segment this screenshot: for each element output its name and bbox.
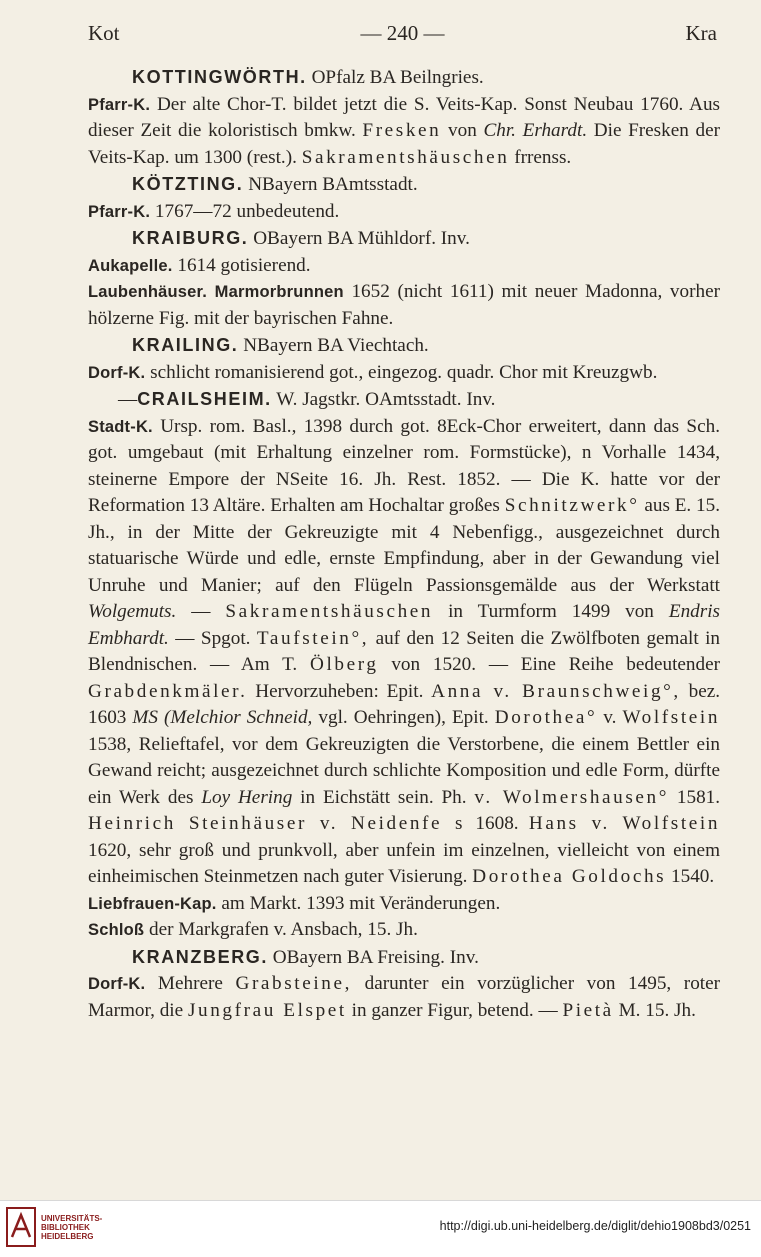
running-header — [88, 18, 717, 48]
entry-paragraph — [88, 414, 720, 891]
text-run: am Markt. 1393 mit Veränderungen. — [221, 892, 501, 914]
margin-mark: — — [118, 389, 138, 410]
text-run: 1652 (nicht 1611) mit neuer Madonna, vorher hölzerne Fig. mit der bayrischen Fahne. — [88, 281, 720, 329]
text-run: 1608. — [475, 813, 519, 834]
body-text — [88, 64, 720, 1024]
keyword: Laubenhäuser. Marmorbrunnen — [88, 283, 344, 301]
keyword: Schloß — [88, 921, 145, 939]
text-run: in ganzer Figur, betend. — — [351, 999, 558, 1021]
artist-name: Loy Hering — [201, 786, 293, 808]
logo-line: HEIDELBERG — [41, 1231, 94, 1241]
artist-name: Chr. Erhardt. — [483, 120, 588, 141]
text-run: schlicht romanisierend got., eingezog. quadr. Chor mit Kreuzgwb. — [150, 361, 658, 383]
text-run: Hervorzuheben: Epit. — [255, 680, 424, 702]
artist-name: MS (Melchior Schneid, — [132, 707, 313, 728]
keyword: Dorf-K. — [88, 363, 146, 382]
place-name: KRAIBURG. — [132, 228, 249, 248]
logo-line: BIBLIOTHEK — [41, 1222, 90, 1232]
place-info: NBayern BA Viechtach. — [243, 335, 429, 356]
text-run: — Spgot. — [175, 627, 251, 649]
place-info: OBayern BA Mühldorf. Inv. — [253, 228, 470, 249]
spaced-term: Wolfstein — [622, 707, 721, 728]
spaced-term: Hans v. Wolfstein — [528, 813, 721, 834]
spaced-term: Jungfrau Elspet — [187, 999, 347, 1021]
artist-name: Endris Embhardt. — [88, 601, 721, 649]
text-run: 1620, sehr groß und prunkvoll, aber unfein im einzelnen, vielleicht von einem einheimischen Steinmetzen nach guter Visierung. — [88, 839, 720, 887]
keyword: Stadt-K. — [88, 417, 153, 436]
text-run: 1538, Relieftafel, vor dem Gekreuzigten die Verstorbene, die einem Bettler ein Gewand reicht; ausgezeichnet durch schlichte Komposition und edle Form, dürfte ein Werk des — [88, 733, 720, 808]
text-run: von — [448, 120, 477, 141]
text-run: 1581. — [676, 786, 721, 808]
spaced-term: Dorothea Goldochs — [472, 866, 667, 887]
text-run: Ursp. rom. Basl., 1398 durch got. 8Eck-Chor erweitert, dann das Sch. got. umgebaut (mit Erhaltung einzelner rom. Formstücke), n Vorhalle 1434, steinerne Empore der NSeite 16. Jh. Rest. 1852. — Die K. hatte vor der Reformation 13 Altäre. Erhalten am Hochaltar großes — [88, 415, 721, 516]
spaced-term: Taufstein°, — [256, 627, 370, 649]
keyword: Liebfrauen-Kap. — [88, 894, 217, 913]
text-run: Mehrere — [157, 973, 223, 994]
text-run: — — [191, 601, 211, 622]
text-run: der Markgrafen v. Ansbach, 15. Jh. — [149, 919, 418, 940]
spaced-term: v. Wolmershausen° — [474, 786, 670, 808]
logo-line: UNIVERSITÄTS- — [41, 1213, 103, 1223]
logo-text — [41, 1214, 102, 1241]
text-run: Der alte Chor-T. bildet jetzt die S. Veits-Kap. Sonst Neubau 1760. Aus dieser Zeit die koloristisch bmkw. — [88, 93, 721, 141]
text-run: von 1520. — Eine Reihe bedeutender — [391, 654, 721, 675]
place-name: KRANZBERG. — [132, 946, 268, 967]
place-info: NBayern BAmtsstadt. — [248, 174, 418, 195]
entry-paragraph — [88, 360, 720, 387]
place-info: OBayern BA Freising. Inv. — [272, 946, 479, 968]
place-info: W. Jagstkr. OAmtsstadt. Inv. — [276, 389, 496, 410]
spaced-term: Ölberg — [310, 654, 379, 675]
entry-paragraph — [88, 891, 720, 918]
header-right: Kra — [685, 20, 717, 45]
library-seal-icon — [6, 1207, 36, 1247]
place-name: KÖTZTING. — [132, 174, 244, 194]
spaced-term: Sakramentshäuschen — [225, 601, 434, 622]
text-run: frrenss. — [514, 146, 572, 168]
entry-heading — [88, 64, 720, 92]
text-run: vgl. Oehringen), Epit. — [318, 707, 489, 728]
text-run: M. 15. Jh. — [618, 999, 696, 1021]
entry-heading — [88, 944, 720, 972]
text-run: aus E. 15. Jh., in der Mitte der Gekreuzigte mit 4 Nebenfigg., ausgezeichnet durch statuarische Würde und edle, ernste Empfindung, aber in der Gewandung viel Unruhe und Manier; auf den Flügeln Passionsgemälde aus der Werkstatt — [88, 495, 721, 596]
page-number: — 240 — — [360, 20, 445, 45]
entry-paragraph — [88, 917, 720, 944]
keyword: Aukapelle. — [88, 256, 173, 275]
text-run: in Eichstätt sein. Ph. — [300, 786, 467, 808]
header-left: Kot — [88, 20, 120, 45]
spaced-term: Grabsteine, — [235, 973, 352, 994]
text-run: Die Fresken der Veits-Kap. um 1300 (rest.). — [88, 120, 720, 168]
spaced-term: Schnitzwerk° — [504, 495, 640, 516]
text-run: auf den 12 Seiten die Zwölfboten gemalt in Blendnischen. — Am T. — [88, 627, 721, 675]
entry-paragraph — [88, 253, 720, 280]
entry-paragraph — [88, 279, 720, 332]
spaced-term: Sakramentshäuschen — [301, 146, 510, 168]
entry-heading — [88, 386, 720, 414]
text-run: 1540. — [671, 866, 715, 887]
entry-paragraph — [88, 199, 720, 226]
text-run: in Turmform 1499 von — [448, 601, 654, 622]
text-run: 1767—72 unbedeutend. — [154, 200, 340, 222]
spaced-term: Grabdenkmäler. — [88, 680, 248, 702]
artist-name: Wolgemuts. — [88, 601, 177, 622]
entry-heading — [88, 332, 720, 360]
place-name: CRAILSHEIM. — [137, 389, 272, 409]
entry-paragraph — [88, 971, 720, 1024]
spaced-term: Pietà — [562, 999, 614, 1021]
keyword: Pfarr-K. — [88, 95, 151, 114]
entry-heading — [88, 225, 720, 253]
spaced-term: Fresken — [362, 120, 442, 141]
place-name: KOTTINGWÖRTH. — [132, 67, 307, 87]
permalink-url[interactable]: http://digi.ub.uni-heidelberg.de/diglit/dehio1908bd3/0251 — [439, 1219, 751, 1233]
spaced-term: Heinrich Steinhäuser v. Neidenfe s — [88, 813, 466, 834]
keyword: Pfarr-K. — [88, 202, 151, 221]
entry-heading — [88, 171, 720, 199]
spaced-term: Anna v. Braunschweig°, — [431, 680, 681, 702]
place-info: OPfalz BA Beilngries. — [311, 67, 484, 88]
text-run: bez. 1603 — [88, 680, 721, 728]
text-run: darunter ein vorzüglicher von 1495, roter Marmor, die — [88, 973, 721, 1021]
keyword: Dorf-K. — [88, 975, 146, 993]
entry-paragraph — [88, 92, 720, 172]
library-logo[interactable] — [6, 1207, 102, 1247]
viewer-footer — [0, 1200, 761, 1257]
text-run: v. — [603, 707, 617, 728]
text-run: 1614 gotisierend. — [177, 254, 311, 276]
spaced-term: Dorothea° — [494, 707, 598, 728]
place-name: KRAILING. — [132, 335, 239, 355]
